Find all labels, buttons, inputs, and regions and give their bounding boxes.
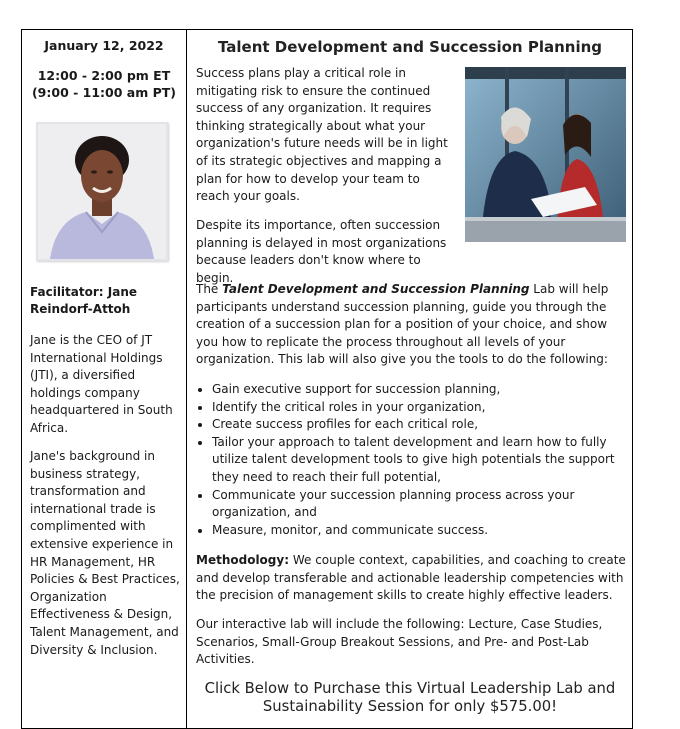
lab-prefix: The <box>196 282 223 296</box>
methodology-label: Methodology: <box>196 553 290 567</box>
list-item: • Measure, monitor, and communicate success. <box>212 522 633 540</box>
methodology-text: We couple context, capabilities, and coaching to create and develop transferable and actionable leadership competencies with the precision of management skills to create highly effective leaders. <box>196 553 626 603</box>
facilitator-photo <box>36 122 168 261</box>
list-item: • Tailor your approach to talent development and learn how to fully utilize talent development tools to give high potentials the support they need to reach their full potential, <box>212 434 633 487</box>
lab-benefits-list <box>196 381 633 539</box>
methodology-paragraph <box>196 552 626 605</box>
intro-paragraph-2: Despite its importance, often succession planning is delayed in most organizations because leaders don't know where to begin. <box>196 218 447 285</box>
facilitator-bio-2: Jane's background in business strategy, transformation and international trade is complimented with extensive experience in HR Management, HR Policies & Best Practices, Organization Effectiveness & Design, Talent Management, and Diversity & Inclusion. <box>30 449 180 657</box>
facilitator-bio-1: Jane is the CEO of JT International Holdings (JTI), a diversified holdings company headquartered in South Africa. <box>30 333 173 435</box>
session-time <box>22 67 186 101</box>
lab-suffix: Lab will help participants understand succession planning, guide you through the creation of a succession plan for a position of your choice, and show you how to replicate the process throughout all levels of your organization. This lab will also give you the tools to do the following: <box>196 282 609 367</box>
meeting-illustration <box>465 67 626 242</box>
intro-paragraph-1: Success plans play a critical role in mitigating risk to ensure the continued success of any organization. It requires thinking strategically about what your organization's future needs will be in light of its strategic objectives and mapping a plan for how to develop your team to reach your goals. <box>196 66 448 204</box>
column-divider <box>186 30 187 728</box>
facilitator-portrait <box>38 124 166 259</box>
session-time-pt: (9:00 - 11:00 am PT) <box>31 85 177 100</box>
facilitator-heading: Facilitator: Jane Reindorf-Attoh <box>30 285 137 316</box>
list-item: • Communicate your succession planning process across your organization, and <box>212 487 633 522</box>
session-date: January 12, 2022 <box>44 38 164 53</box>
interactive-lab-paragraph: Our interactive lab will include the following: Lecture, Case Studies, Scenarios, Small-Group Breakout Sessions, and Pre- and Post-Lab Activities. <box>196 617 603 667</box>
purchase-call-to-action: Click Below to Purchase this Virtual Leadership Lab and Sustainability Session for only $575.00! <box>204 680 616 715</box>
meeting-photo <box>465 67 626 242</box>
session-time-et: 12:00 - 2:00 pm ET <box>37 68 171 83</box>
lab-name: Talent Development and Succession Planning <box>222 282 530 296</box>
list-item: • Identify the critical roles in your organization, <box>212 399 633 417</box>
list-item: • Create success profiles for each critical role, <box>212 416 633 434</box>
lab-description <box>196 281 626 369</box>
page-title: Talent Development and Succession Planning <box>217 38 603 56</box>
list-item: • Gain executive support for succession planning, <box>212 381 633 399</box>
event-card <box>21 29 633 729</box>
